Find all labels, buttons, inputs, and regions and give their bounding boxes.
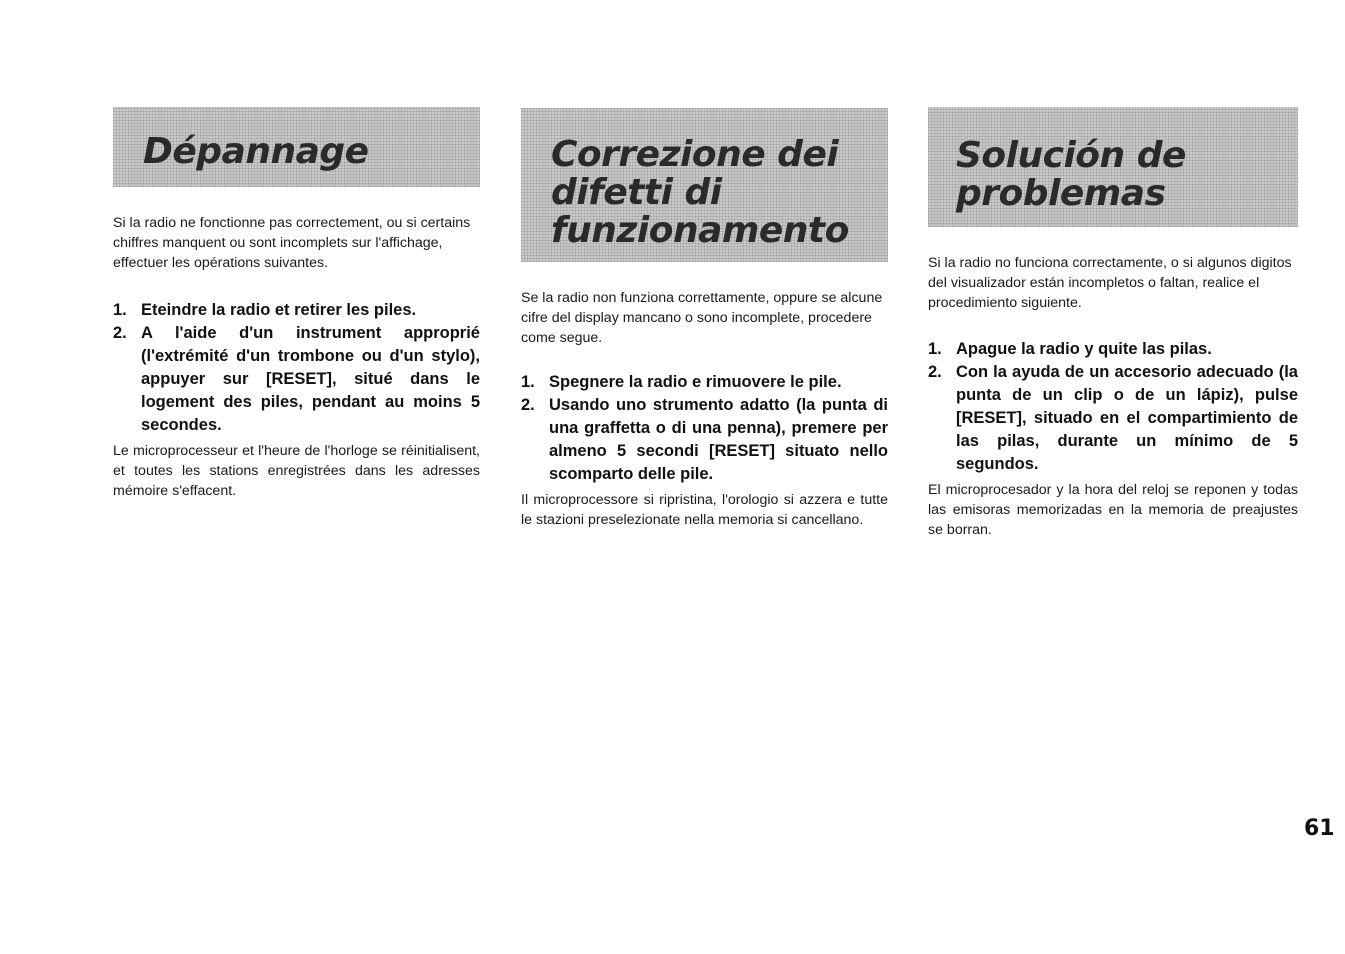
result-note-french: Le microprocesseur et l'heure de l'horloge se réinitialisent, et toutes les stations enregistrées dans les adresses mémoire s'effacent.: [113, 443, 480, 499]
step-text: Con la ayuda de un accesorio adecuado (la punta de un clip o de un lápiz), pulse [RESET], situado en el compartimiento de las pilas, durante un mínimo de 5 segundos.: [956, 363, 1298, 473]
step-item: [113, 299, 480, 322]
step-text: A l'aide d'un instrument approprié (l'extrémité d'un trombone ou d'un stylo), appuyer sur [RESET], situé dans le logement des piles, pendant au moins 5 secondes.: [141, 324, 480, 434]
result-note-spanish: El microprocesador y la hora del reloj se reponen y todas las emisoras memorizadas en la memoria de preajustes se borran.: [928, 482, 1298, 538]
steps-list-spanish: [928, 338, 1298, 476]
section-title-french: Dépannage: [143, 131, 369, 172]
steps-list-french: [113, 299, 480, 437]
column-italian: [521, 108, 888, 530]
step-text: Spegnere la radio e rimuovere le pile.: [549, 373, 842, 391]
step-item: [521, 394, 888, 486]
step-text: Apague la radio y quite las pilas.: [956, 340, 1212, 358]
intro-text-italian: Se la radio non funziona correttamente, oppure se alcune cifre del display mancano o sono incomplete, procedere come segue.: [521, 290, 883, 346]
result-note-italian: Il microprocessore si ripristina, l'orologio si azzera e tutte le stazioni preselezionate nella memoria si cancellano.: [521, 492, 888, 528]
step-number: 1.: [928, 340, 942, 358]
step-number: 1.: [521, 373, 535, 391]
step-text: Eteindre la radio et retirer les piles.: [141, 301, 417, 319]
column-french: [113, 107, 480, 501]
step-number: 2.: [928, 363, 942, 381]
section-title-italian: Correzione dei difetti di funzionamento: [551, 134, 849, 251]
steps-list-italian: [521, 371, 888, 486]
page-number: 61: [1304, 816, 1335, 841]
section-title-spanish: Solución de problemas: [956, 135, 1186, 214]
step-number: 1.: [113, 301, 127, 319]
step-item: [928, 338, 1298, 361]
intro-text-spanish: Si la radio no funciona correctamente, o si algunos digitos del visualizador están incompletos o faltan, realice el procedimiento siguiente.: [928, 255, 1292, 311]
title-banner-italian: [521, 108, 888, 262]
step-number: 2.: [521, 396, 535, 414]
step-item: [521, 371, 888, 394]
intro-text-french: Si la radio ne fonctionne pas correctement, ou si certains chiffres manquent ou sont incomplets sur l'affichage, effectuer les opérations suivantes.: [113, 215, 471, 271]
column-spanish: [928, 107, 1298, 540]
title-banner-spanish: [928, 107, 1298, 227]
step-item: [113, 322, 480, 437]
step-item: [928, 361, 1298, 476]
title-banner-french: [113, 107, 480, 187]
step-number: 2.: [113, 324, 127, 342]
step-text: Usando uno strumento adatto (la punta di una graffetta o di una penna), premere per almeno 5 secondi [RESET] situato nello scomparto delle pile.: [549, 396, 888, 483]
